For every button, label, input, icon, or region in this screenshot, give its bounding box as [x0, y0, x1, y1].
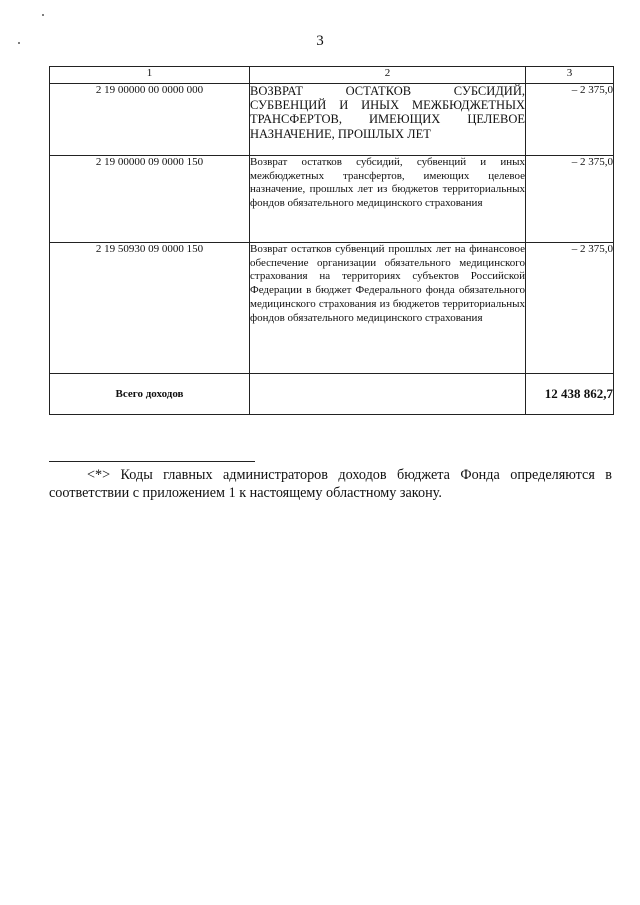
total-description-empty	[250, 374, 526, 415]
row-description: Возврат остатков субвенций прошлых лет на финансовое обеспечение организации обязательного медицинского страхования на территориях субъектов Российской Федерации в бюджет Федерального фонда обязательного медицинского страхования из бюджетов территориальных фондов обязательного медицинского страхования	[250, 243, 526, 374]
row-amount: – 2 375,0	[526, 243, 614, 374]
total-row	[50, 374, 614, 415]
scan-speck	[42, 14, 44, 16]
row-description: Возврат остатков субсидий, субвенций и иных межбюджетных трансфертов, имеющих целевое назначение, прошлых лет из бюджетов территориальных фондов обязательного медицинского страхования	[250, 156, 526, 243]
footnote-divider	[49, 461, 255, 462]
total-label: Всего доходов	[50, 374, 250, 415]
total-value: 12 438 862,7	[526, 374, 614, 415]
table-row	[50, 243, 614, 374]
budget-code: 2 19 00000 09 0000 150	[50, 156, 250, 243]
table-row	[50, 156, 614, 243]
column-header: 3	[526, 67, 614, 84]
row-amount: – 2 375,0	[526, 156, 614, 243]
revenue-table	[49, 66, 614, 415]
footnote-text: <*> Коды главных администраторов доходов бюджета Фонда определяются в соответствии с приложением 1 к настоящему областному закону.	[49, 467, 612, 501]
budget-code: 2 19 00000 00 0000 000	[50, 84, 250, 156]
column-header: 2	[250, 67, 526, 84]
row-description: ВОЗВРАТ ОСТАТКОВ СУБСИДИЙ, СУБВЕНЦИЙ И ИНЫХ МЕЖБЮДЖЕТНЫХ ТРАНСФЕРТОВ, ИМЕЮЩИХ ЦЕЛЕВОЕ НАЗНАЧЕНИЕ, ПРОШЛЫХ ЛЕТ	[250, 84, 526, 156]
page-number: 3	[316, 33, 324, 49]
table-header-row	[50, 67, 614, 84]
budget-code: 2 19 50930 09 0000 150	[50, 243, 250, 374]
table-row	[50, 84, 614, 156]
column-header: 1	[50, 67, 250, 84]
row-amount: – 2 375,0	[526, 84, 614, 156]
